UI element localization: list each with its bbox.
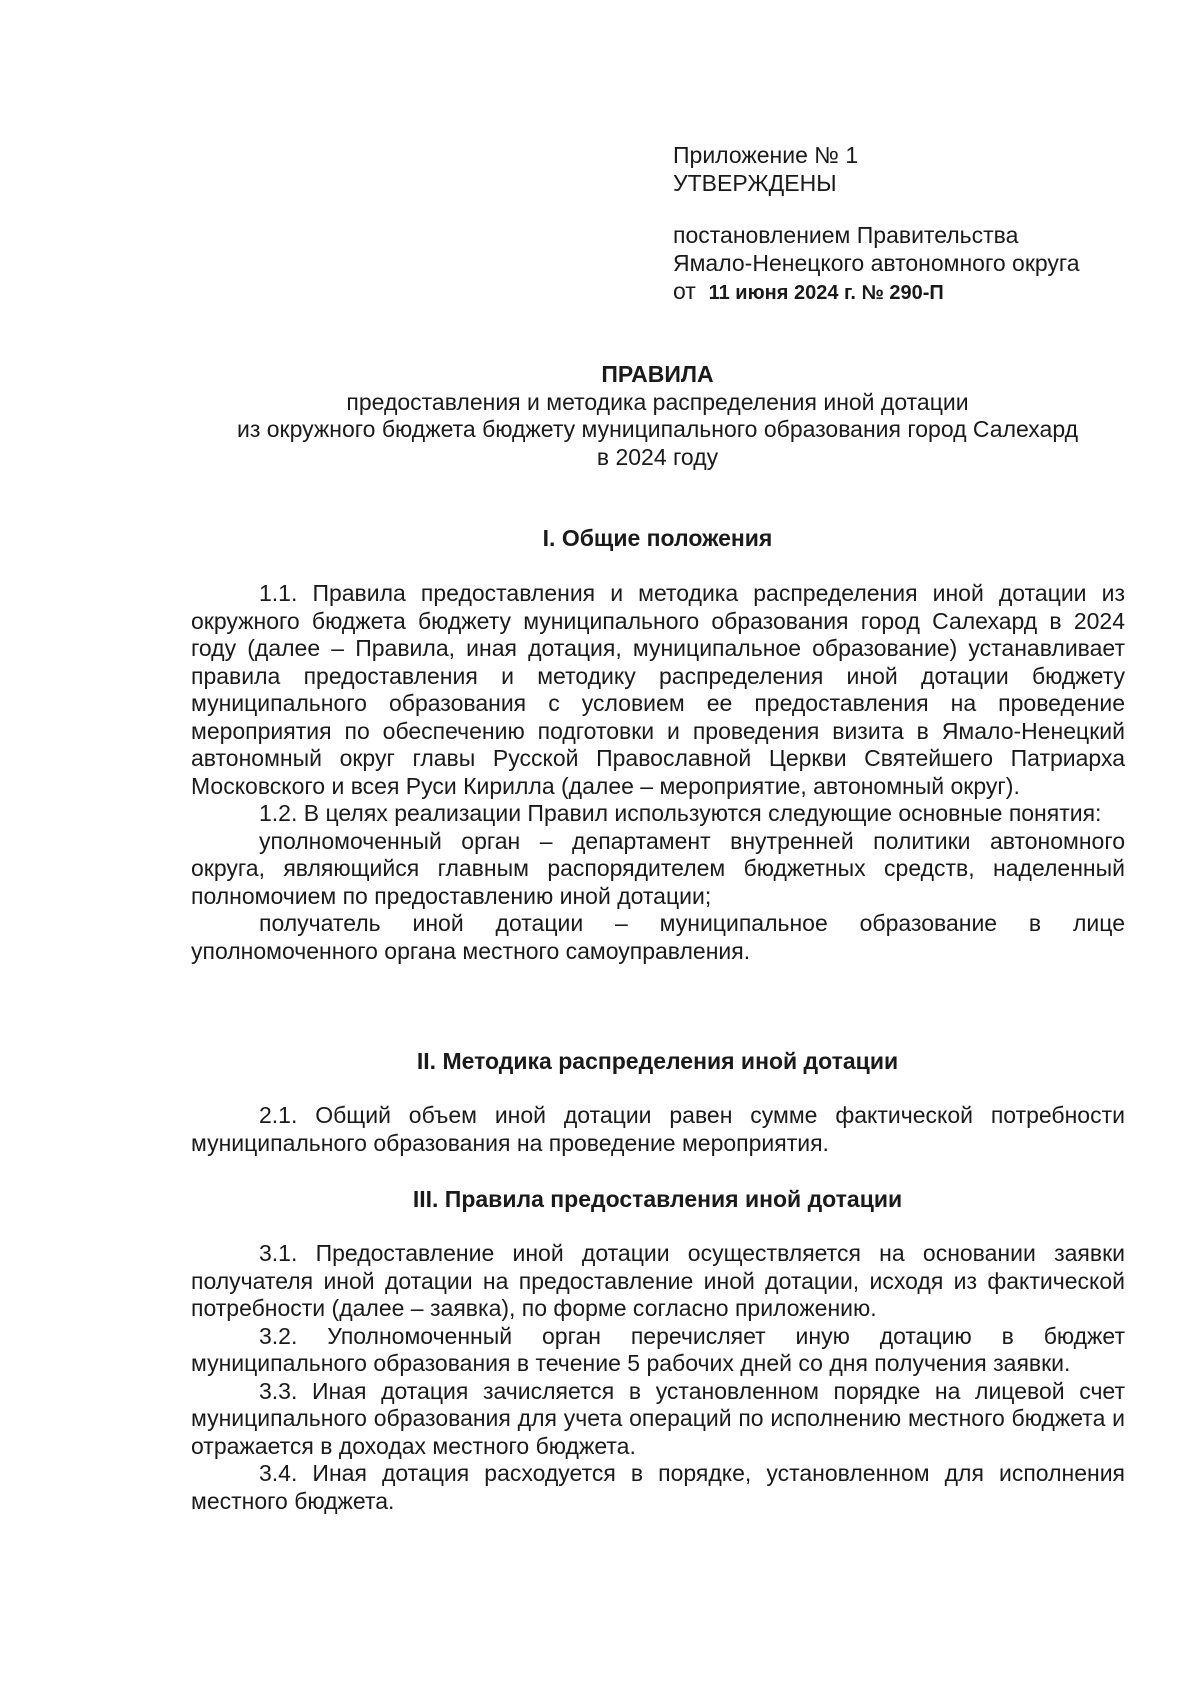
- section-1-body: [191, 580, 1125, 965]
- paragraph-1-1: 1.1. Правила предоставления и методика распределения иной дотации из окружного бюджета бюджету муниципального образования город Салехард в 2024 году (далее – Правила, иная дотация, муниципальное образование) устанавливает правила предоставления и методику распределения иной дотации бюджету муниципального образования с условием ее предоставления на проведение мероприятия по обеспечению подготовки и проведения визита в Ямало-Ненецкий автономный округ главы Русской Православной Церкви Святейшего Патриарха Московского и всея Руси Кирилла (далее – мероприятие, автономный округ).: [191, 580, 1125, 799]
- paragraph-3-4: 3.4. Иная дотация расходуется в порядке, установленном для исполнения местного бюджета.: [191, 1460, 1125, 1514]
- title-main: ПРАВИЛА: [601, 361, 714, 387]
- section-1-heading: I. Общие положения: [542, 525, 773, 551]
- approved-by-region: Ямало-Ненецкого автономного округа: [673, 250, 1080, 276]
- paragraph-2-1: 2.1. Общий объем иной дотации равен сумме фактической потребности муниципального образования на проведение мероприятия.: [191, 1102, 1125, 1156]
- date-prefix: от: [673, 278, 696, 304]
- approved-by-line: постановлением Правительства: [673, 222, 1019, 248]
- paragraph-1-2: 1.2. В целях реализации Правил используются следующие основные понятия:: [259, 800, 1102, 826]
- approval-date-line: [673, 277, 1153, 307]
- section-2-heading: II. Методика распределения иной дотации: [416, 1048, 899, 1074]
- title-line-1: предоставления и методика распределения иной дотации: [346, 388, 969, 415]
- section-2-body: [191, 1102, 1125, 1157]
- paragraph-3-3: 3.3. Иная дотация зачисляется в установленном порядке на лицевой счет муниципального образования для учета операций по исполнению местного бюджета и отражается в доходах местного бюджета.: [191, 1377, 1125, 1459]
- paragraph-3-2: 3.2. Уполномоченный орган перечисляет иную дотацию в бюджет муниципального образования в течение 5 рабочих дней со дня получения заявки.: [191, 1322, 1125, 1376]
- section-3-heading: III. Правила предоставления иной дотации: [412, 1186, 903, 1212]
- paragraph-definition-authority: уполномоченный орган – департамент внутренней политики автономного округа, являющийся главным распорядителем бюджетных средств, наделенный полномочием по предоставлению иной дотации;: [191, 827, 1125, 909]
- document-title: [180, 361, 1135, 471]
- approved-label: УТВЕРЖДЕНЫ: [673, 170, 837, 196]
- paragraph-definition-recipient: получатель иной дотации – муниципальное образование в лице уполномоченного органа местного самоуправления.: [191, 910, 1125, 964]
- approval-block: [673, 141, 1153, 307]
- title-line-2: из окружного бюджета бюджету муниципального образования город Салехард: [236, 416, 1079, 442]
- appendix-label: Приложение № 1: [673, 142, 859, 168]
- title-line-3: в 2024 году: [596, 443, 719, 470]
- approval-date-number: 11 июня 2024 г. № 290-П: [708, 282, 944, 304]
- section-3-body: [191, 1240, 1125, 1515]
- paragraph-3-1: 3.1. Предоставление иной дотации осуществляется на основании заявки получателя иной дотации на предоставление иной дотации, исходя из фактической потребности (далее – заявка), по форме согласно приложению.: [191, 1240, 1125, 1321]
